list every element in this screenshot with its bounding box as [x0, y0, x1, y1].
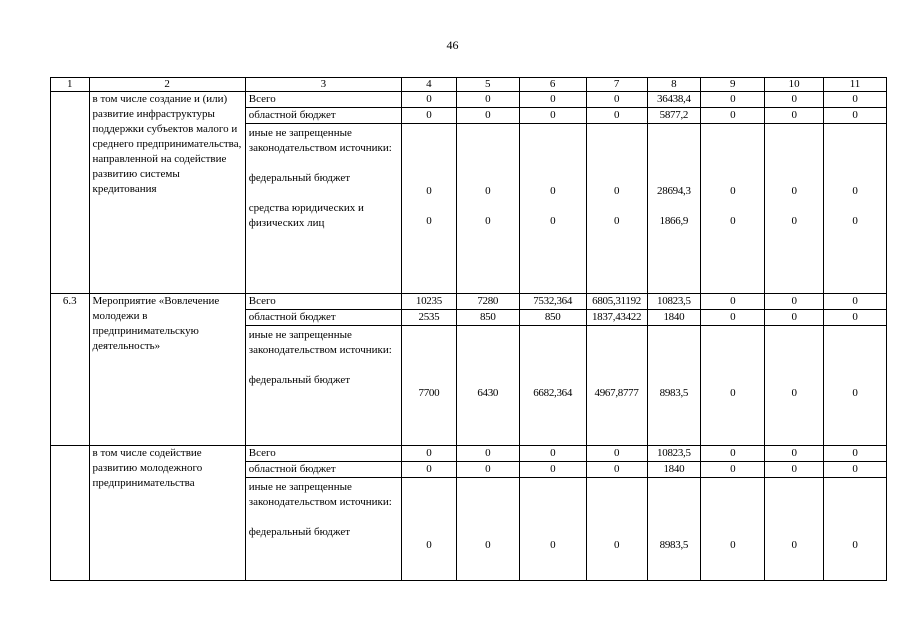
value-cell: 0: [550, 215, 556, 227]
value-cell: 0: [765, 446, 824, 462]
section-number: 6.3: [51, 294, 90, 446]
value-cell: 10823,5: [647, 446, 701, 462]
header-cell: 1: [51, 78, 90, 92]
value-column: [586, 478, 647, 581]
value-cell: 0: [456, 108, 519, 124]
header-cell: 6: [519, 78, 586, 92]
value-column: [456, 326, 519, 446]
value-column: [647, 124, 701, 294]
value-cell: 0: [765, 310, 824, 326]
section-name: Мероприятие «Вовлечение молодежи в предпринимательскую деятельность»: [89, 294, 245, 446]
value-cell: 0: [402, 446, 457, 462]
header-cell: 2: [89, 78, 245, 92]
value-cell: 8983,5: [659, 387, 689, 399]
value-cell: 7280: [456, 294, 519, 310]
value-column: [402, 478, 457, 581]
value-cell: 0: [456, 92, 519, 108]
value-cell: 0: [519, 462, 586, 478]
value-column: [586, 124, 647, 294]
value-cell: 0: [730, 539, 736, 551]
header-cell: 9: [701, 78, 765, 92]
value-cell: 1866,9: [659, 215, 689, 227]
value-column: [701, 478, 765, 581]
section-name: в том числе создание и (или) развитие инфраструктуры поддержки субъектов малого и среднего предпринимательства, направленной на содействие развитию системы кредитования: [89, 92, 245, 294]
value-cell: 10235: [402, 294, 457, 310]
page-number: 46: [446, 38, 459, 52]
value-cell: 0: [402, 462, 457, 478]
header-cell: 3: [245, 78, 401, 92]
value-cell: 0: [730, 215, 736, 227]
value-cell: 0: [701, 462, 765, 478]
row-label: федеральный бюджет: [248, 526, 351, 538]
value-cell: 0: [791, 215, 797, 227]
value-cell: 0: [456, 446, 519, 462]
value-cell: 6805,31192: [586, 294, 647, 310]
value-column: [519, 478, 586, 581]
value-cell: 0: [426, 185, 432, 197]
value-column: [765, 478, 824, 581]
value-column: [824, 478, 887, 581]
value-cell: 0: [765, 108, 824, 124]
value-cell: 4967,8777: [594, 387, 639, 399]
value-cell: 6430: [477, 387, 499, 399]
section-number: [51, 92, 90, 294]
value-cell: 0: [701, 108, 765, 124]
value-column: [519, 326, 586, 446]
value-cell: 0: [791, 539, 797, 551]
value-cell: 0: [613, 185, 620, 197]
value-cell: 0: [519, 92, 586, 108]
row-label: Всего: [245, 446, 401, 462]
value-cell: 0: [701, 92, 765, 108]
budget-table: [50, 77, 887, 581]
value-cell: 0: [402, 92, 457, 108]
row-label: Всего: [245, 92, 401, 108]
value-column: [647, 326, 701, 446]
value-column: [824, 124, 887, 294]
value-cell: 0: [485, 185, 491, 197]
value-cell: 28694,3: [657, 185, 691, 197]
value-cell: 0: [426, 539, 432, 551]
value-cell: 0: [824, 446, 887, 462]
row-label: областной бюджет: [245, 108, 401, 124]
value-column: [701, 326, 765, 446]
value-cell: 0: [824, 92, 887, 108]
value-cell: 1840: [647, 462, 701, 478]
value-cell: 0: [485, 539, 491, 551]
value-column: [519, 124, 586, 294]
value-cell: 0: [730, 185, 736, 197]
row-label: средства юридических и физических лиц: [248, 202, 364, 229]
section-name: в том числе содействие развитию молодежного предпринимательства: [89, 446, 245, 581]
source-labels: [245, 478, 401, 581]
value-cell: 0: [824, 294, 887, 310]
value-cell: 0: [586, 462, 647, 478]
value-cell: 7700: [418, 387, 440, 399]
value-cell: 0: [765, 462, 824, 478]
value-cell: 0: [824, 108, 887, 124]
value-cell: 0: [613, 539, 620, 551]
value-column: [701, 124, 765, 294]
table-row: [51, 92, 887, 108]
value-cell: 5877,2: [647, 108, 701, 124]
value-cell: 0: [791, 185, 797, 197]
value-cell: 0: [519, 108, 586, 124]
sources-heading: иные не запрещенные законодательством источники:: [248, 329, 392, 356]
section-number: [51, 446, 90, 581]
row-label: федеральный бюджет: [248, 172, 351, 184]
value-cell: 0: [765, 92, 824, 108]
header-cell: 11: [824, 78, 887, 92]
value-column: [586, 326, 647, 446]
value-cell: 0: [550, 185, 556, 197]
header-cell: 5: [456, 78, 519, 92]
value-cell: 0: [485, 215, 491, 227]
value-column: [824, 326, 887, 446]
value-cell: 0: [701, 310, 765, 326]
value-cell: 0: [730, 387, 736, 399]
value-column: [402, 326, 457, 446]
value-cell: 0: [586, 108, 647, 124]
value-cell: 0: [791, 387, 797, 399]
value-cell: 0: [586, 446, 647, 462]
value-column: [765, 124, 824, 294]
value-cell: 0: [586, 92, 647, 108]
value-cell: 0: [456, 462, 519, 478]
value-column: [456, 124, 519, 294]
value-cell: 10823,5: [647, 294, 701, 310]
table-row: [51, 294, 887, 310]
header-cell: 10: [765, 78, 824, 92]
value-cell: 0: [824, 462, 887, 478]
value-cell: 0: [426, 215, 432, 227]
value-cell: 0: [852, 539, 858, 551]
source-labels: [245, 124, 401, 294]
value-cell: 1840: [647, 310, 701, 326]
value-column: [402, 124, 457, 294]
sources-heading: иные не запрещенные законодательством источники:: [248, 481, 392, 508]
value-cell: 8983,5: [659, 539, 689, 551]
value-cell: 850: [456, 310, 519, 326]
value-column: [765, 326, 824, 446]
value-cell: 0: [519, 446, 586, 462]
value-cell: 0: [765, 294, 824, 310]
sources-heading: иные не запрещенные законодательством источники:: [248, 127, 392, 154]
value-cell: 0: [613, 215, 620, 227]
value-cell: 7532,364: [519, 294, 586, 310]
header-row: [51, 78, 887, 92]
table-row: [51, 446, 887, 462]
row-label: федеральный бюджет: [248, 374, 351, 386]
header-cell: 7: [586, 78, 647, 92]
value-cell: 0: [852, 185, 858, 197]
value-cell: 0: [852, 387, 858, 399]
value-cell: 0: [701, 446, 765, 462]
value-cell: 0: [824, 310, 887, 326]
value-cell: 0: [402, 108, 457, 124]
row-label: Всего: [245, 294, 401, 310]
value-cell: 850: [519, 310, 586, 326]
value-cell: 0: [701, 294, 765, 310]
value-cell: 36438,4: [647, 92, 701, 108]
header-cell: 8: [647, 78, 701, 92]
value-cell: 1837,43422: [586, 310, 647, 326]
value-column: [647, 478, 701, 581]
value-cell: 6682,364: [533, 387, 573, 399]
row-label: областной бюджет: [245, 310, 401, 326]
value-cell: 0: [550, 539, 556, 551]
value-column: [456, 478, 519, 581]
value-cell: 0: [852, 215, 858, 227]
header-cell: 4: [402, 78, 457, 92]
value-cell: 2535: [402, 310, 457, 326]
source-labels: [245, 326, 401, 446]
row-label: областной бюджет: [245, 462, 401, 478]
